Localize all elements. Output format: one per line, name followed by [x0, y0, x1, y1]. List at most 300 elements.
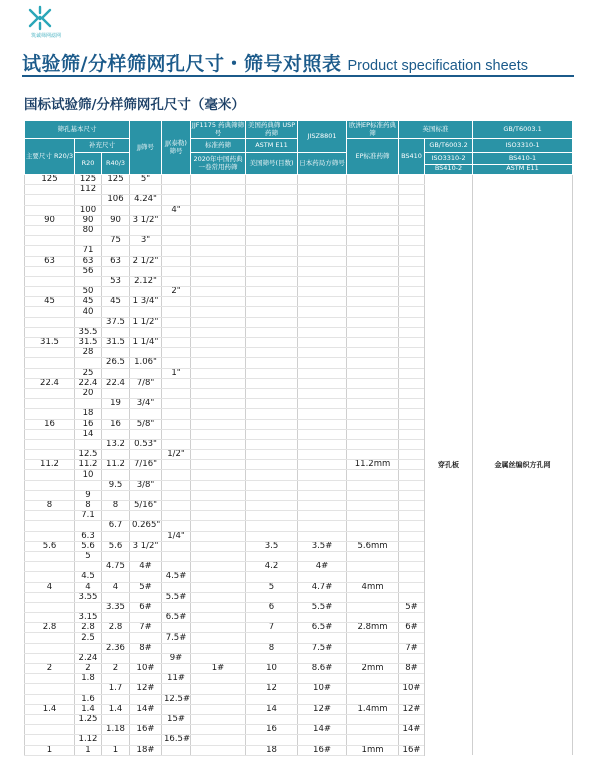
table-cell: 4 — [102, 582, 130, 592]
table-cell: 2mm — [347, 664, 399, 674]
table-cell — [191, 470, 246, 480]
table-cell — [298, 266, 347, 276]
table-cell — [130, 205, 162, 215]
table-cell: 7/16" — [130, 460, 162, 470]
table-cell — [162, 745, 191, 755]
table-cell — [298, 358, 347, 368]
table-cell — [347, 307, 399, 317]
table-cell — [102, 327, 130, 337]
table-cell — [75, 602, 102, 612]
title-divider — [22, 75, 574, 77]
table-cell — [25, 684, 75, 694]
table-cell — [25, 694, 75, 704]
table-cell: 14 — [75, 429, 102, 439]
table-cell: 4" — [162, 205, 191, 215]
logo-icon — [26, 4, 54, 32]
table-cell — [162, 439, 191, 449]
table-cell: 5 — [75, 551, 102, 561]
table-cell: 2.8 — [75, 623, 102, 633]
table-cell — [399, 460, 425, 470]
table-cell: 1.6 — [75, 694, 102, 704]
table-cell — [347, 175, 399, 185]
table-cell: 3.15 — [75, 613, 102, 623]
table-cell — [298, 246, 347, 256]
table-cell: 12.5# — [162, 694, 191, 704]
table-cell — [162, 297, 191, 307]
table-cell — [399, 551, 425, 561]
table-cell: 4 — [25, 582, 75, 592]
table-cell — [162, 521, 191, 531]
table-cell — [246, 419, 298, 429]
table-cell — [298, 378, 347, 388]
table-cell — [162, 378, 191, 388]
table-cell: 8# — [130, 643, 162, 653]
table-cell — [246, 613, 298, 623]
table-cell — [102, 694, 130, 704]
table-cell: 1.12 — [75, 735, 102, 745]
table-cell: 125 — [102, 175, 130, 185]
table-cell: 1.18 — [102, 725, 130, 735]
table-cell: 3.35 — [102, 602, 130, 612]
table-cell — [162, 562, 191, 572]
table-cell — [75, 684, 102, 694]
table-cell — [191, 684, 246, 694]
table-cell — [162, 276, 191, 286]
table-cell — [102, 185, 130, 195]
table-cell — [191, 623, 246, 633]
table-cell: 1 1/2" — [130, 317, 162, 327]
table-cell — [75, 195, 102, 205]
table-cell — [191, 501, 246, 511]
table-cell: 45 — [75, 297, 102, 307]
table-cell — [246, 368, 298, 378]
table-cell — [298, 236, 347, 246]
table-cell — [25, 511, 75, 521]
table-cell — [75, 643, 102, 653]
table-cell: 16# — [298, 745, 347, 755]
table-cell — [347, 511, 399, 521]
table-cell — [25, 551, 75, 561]
table-cell: 3.55 — [75, 592, 102, 602]
table-cell — [162, 541, 191, 551]
table-cell — [347, 388, 399, 398]
table-cell — [347, 551, 399, 561]
table-cell — [347, 399, 399, 409]
table-cell: 112 — [75, 185, 102, 195]
table-cell — [347, 185, 399, 195]
table-cell — [191, 714, 246, 724]
table-cell — [298, 551, 347, 561]
table-cell — [347, 694, 399, 704]
table-cell: 50 — [75, 287, 102, 297]
table-cell — [25, 735, 75, 745]
table-cell: 63 — [75, 256, 102, 266]
table-cell: 12.5 — [75, 450, 102, 460]
table-cell — [162, 215, 191, 225]
table-cell — [246, 490, 298, 500]
table-cell: 11.2 — [25, 460, 75, 470]
table-cell — [246, 327, 298, 337]
table-cell — [298, 429, 347, 439]
table-cell — [347, 439, 399, 449]
table-cell: 2.8mm — [347, 623, 399, 633]
table-cell: 4.5# — [162, 572, 191, 582]
table-cell — [75, 725, 102, 735]
table-cell — [347, 378, 399, 388]
table-cell — [347, 276, 399, 286]
header-jis-sub: 日本药局方筛号 — [298, 153, 347, 175]
table-cell — [102, 592, 130, 602]
table-cell — [25, 368, 75, 378]
table-cell — [347, 327, 399, 337]
table-cell — [298, 419, 347, 429]
table-cell: 18# — [130, 745, 162, 755]
table-cell — [298, 348, 347, 358]
table-cell — [399, 490, 425, 500]
table-cell — [347, 368, 399, 378]
table-cell — [246, 551, 298, 561]
table-cell — [191, 562, 246, 572]
table-cell: 12# — [130, 684, 162, 694]
table-cell: 19 — [102, 399, 130, 409]
table-cell: 7# — [130, 623, 162, 633]
table-cell — [102, 531, 130, 541]
table-cell — [246, 501, 298, 511]
table-cell — [347, 195, 399, 205]
table-cell: 71 — [75, 246, 102, 256]
table-cell — [191, 439, 246, 449]
table-cell: 0.53" — [130, 439, 162, 449]
table-cell — [246, 287, 298, 297]
table-cell: 1.8 — [75, 674, 102, 684]
table-cell — [298, 501, 347, 511]
table-cell — [298, 175, 347, 185]
table-cell — [25, 287, 75, 297]
table-cell — [25, 490, 75, 500]
table-cell — [399, 674, 425, 684]
header-r20: R20 — [75, 153, 102, 175]
table-cell: 14 — [246, 704, 298, 714]
table-cell: 16 — [246, 725, 298, 735]
table-cell: 100 — [75, 205, 102, 215]
table-cell: 2 — [102, 664, 130, 674]
table-cell — [191, 735, 246, 745]
header-bs-sub: BS410 — [399, 139, 425, 175]
table-cell: 1 3/4" — [130, 297, 162, 307]
table-cell: 4.75 — [102, 562, 130, 572]
table-cell: 63 — [102, 256, 130, 266]
table-cell: 1.06" — [130, 358, 162, 368]
table-cell — [191, 266, 246, 276]
table-cell — [162, 266, 191, 276]
table-cell: 2.8 — [25, 623, 75, 633]
table-cell — [162, 317, 191, 327]
table-cell: 9 — [75, 490, 102, 500]
table-cell — [25, 195, 75, 205]
table-cell — [130, 511, 162, 521]
table-cell — [399, 592, 425, 602]
table-cell — [25, 348, 75, 358]
table-cell — [130, 470, 162, 480]
table-cell — [246, 460, 298, 470]
table-cell — [347, 633, 399, 643]
table-cell — [102, 735, 130, 745]
table-cell: 26.5 — [102, 358, 130, 368]
table-cell: 16 — [75, 419, 102, 429]
table-cell: 2.8 — [102, 623, 130, 633]
table-cell — [298, 735, 347, 745]
table-cell — [191, 378, 246, 388]
table-cell: 4mm — [347, 582, 399, 592]
table-cell — [191, 582, 246, 592]
table-cell: 8 — [246, 643, 298, 653]
table-cell: 2.12" — [130, 276, 162, 286]
title-en: Product specification sheets — [347, 58, 528, 74]
table-cell — [347, 246, 399, 256]
table-cell — [102, 348, 130, 358]
table-cell: 7 — [246, 623, 298, 633]
table-cell — [399, 195, 425, 205]
table-cell — [347, 215, 399, 225]
table-cell — [298, 653, 347, 663]
table-cell — [246, 399, 298, 409]
table-cell — [399, 358, 425, 368]
table-cell — [246, 338, 298, 348]
table-cell — [399, 368, 425, 378]
table-cell: 90 — [25, 215, 75, 225]
table-cell — [347, 450, 399, 460]
table-cell — [399, 287, 425, 297]
table-cell — [25, 307, 75, 317]
table-cell — [75, 480, 102, 490]
header-std4b: ISO3310-1 — [473, 139, 573, 153]
table-cell — [399, 521, 425, 531]
table-cell: 18 — [246, 745, 298, 755]
table-cell: 28 — [75, 348, 102, 358]
table-cell: 5.5# — [162, 592, 191, 602]
header-std4d: ASTM E11 — [473, 164, 572, 172]
table-cell: 6.7 — [102, 521, 130, 531]
table-cell — [246, 317, 298, 327]
table-cell — [246, 511, 298, 521]
table-cell — [191, 175, 246, 185]
table-cell — [25, 480, 75, 490]
table-cell — [347, 236, 399, 246]
table-cell — [298, 613, 347, 623]
table-cell — [347, 521, 399, 531]
table-cell — [399, 511, 425, 521]
table-cell — [347, 348, 399, 358]
table-cell — [191, 246, 246, 256]
table-cell — [102, 450, 130, 460]
table-cell — [399, 613, 425, 623]
table-cell: 16 — [25, 419, 75, 429]
table-cell — [191, 185, 246, 195]
table-cell: 9.5 — [102, 480, 130, 490]
table-cell — [298, 694, 347, 704]
header-jj-old: JJ(泰勒)筛号 — [162, 121, 191, 175]
table-cell — [347, 602, 399, 612]
table-cell — [347, 297, 399, 307]
table-cell — [399, 409, 425, 419]
table-cell — [191, 409, 246, 419]
table-cell — [298, 674, 347, 684]
table-cell: 8.6# — [298, 664, 347, 674]
table-cell — [191, 613, 246, 623]
table-cell: 5 — [246, 582, 298, 592]
table-cell — [102, 674, 130, 684]
table-cell — [191, 388, 246, 398]
table-cell — [25, 653, 75, 663]
table-cell — [246, 714, 298, 724]
table-cell — [191, 602, 246, 612]
table-cell — [102, 470, 130, 480]
table-cell — [191, 348, 246, 358]
table-cell — [347, 419, 399, 429]
table-cell — [25, 205, 75, 215]
table-cell: 4.2 — [246, 562, 298, 572]
table-cell: 5.5# — [298, 602, 347, 612]
table-cell — [25, 613, 75, 623]
table-cell: 1 — [102, 745, 130, 755]
table-cell — [191, 205, 246, 215]
table-cell — [347, 684, 399, 694]
table-cell: 5/16" — [130, 501, 162, 511]
table-cell — [246, 480, 298, 490]
table-cell: 4# — [298, 562, 347, 572]
table-cell — [25, 358, 75, 368]
table-cell — [191, 511, 246, 521]
table-cell — [25, 450, 75, 460]
table-cell — [162, 623, 191, 633]
table-cell — [347, 653, 399, 663]
table-cell — [162, 470, 191, 480]
table-cell: 3.5# — [298, 541, 347, 551]
table-cell — [162, 664, 191, 674]
table-cell — [130, 450, 162, 460]
table-cell — [298, 409, 347, 419]
table-cell — [25, 317, 75, 327]
table-cell: 3.5 — [246, 541, 298, 551]
table-cell — [399, 694, 425, 704]
table-cell — [191, 236, 246, 246]
table-cell: 1.4mm — [347, 704, 399, 714]
table-cell — [298, 633, 347, 643]
table-cell: 11.2mm — [347, 460, 399, 470]
table-cell: 5/8" — [130, 419, 162, 429]
table-cell: 18 — [75, 409, 102, 419]
table-cell — [399, 215, 425, 225]
table-cell: 5# — [130, 582, 162, 592]
table-cell — [399, 246, 425, 256]
table-cell: 2.36 — [102, 643, 130, 653]
table-cell — [399, 582, 425, 592]
table-cell — [130, 531, 162, 541]
table-cell — [399, 327, 425, 337]
table-cell — [298, 480, 347, 490]
table-cell: 1.4 — [25, 704, 75, 714]
table-cell: 2.5 — [75, 633, 102, 643]
table-cell: 63 — [25, 256, 75, 266]
table-cell — [246, 378, 298, 388]
table-cell — [399, 348, 425, 358]
table-cell — [162, 338, 191, 348]
table-cell — [102, 205, 130, 215]
table-cell — [162, 419, 191, 429]
table-cell — [162, 725, 191, 735]
table-cell — [102, 490, 130, 500]
table-cell: 2.24 — [75, 653, 102, 663]
table-cell — [298, 368, 347, 378]
table-cell — [102, 633, 130, 643]
table-cell: 8 — [102, 501, 130, 511]
table-cell — [130, 409, 162, 419]
table-cell — [347, 225, 399, 235]
table-cell — [130, 633, 162, 643]
table-cell — [399, 429, 425, 439]
header-jjf-sub2: 2020年中国药典一卷常用药筛 — [191, 153, 246, 175]
table-cell — [25, 276, 75, 286]
table-cell — [191, 276, 246, 286]
header-std4c-cell — [473, 153, 573, 175]
table-cell: 4# — [130, 562, 162, 572]
table-cell: 1 — [25, 745, 75, 755]
table-cell — [102, 368, 130, 378]
table-cell — [399, 225, 425, 235]
table-cell — [246, 256, 298, 266]
page-title — [22, 49, 576, 73]
table-cell — [130, 307, 162, 317]
table-cell: 14# — [399, 725, 425, 735]
table-cell: 4.5 — [75, 572, 102, 582]
table-cell: 1# — [191, 664, 246, 674]
table-cell — [399, 419, 425, 429]
table-cell — [25, 439, 75, 449]
table-cell: 16 — [102, 419, 130, 429]
table-cell — [102, 714, 130, 724]
table-cell — [191, 450, 246, 460]
table-cell — [298, 460, 347, 470]
table-cell: 8 — [25, 501, 75, 511]
table-cell — [102, 246, 130, 256]
table-cell — [130, 348, 162, 358]
table-cell — [130, 551, 162, 561]
table-cell — [102, 429, 130, 439]
table-cell: 80 — [75, 225, 102, 235]
table-cell — [25, 633, 75, 643]
table-cell — [162, 225, 191, 235]
table-cell: 90 — [102, 215, 130, 225]
table-cell: 10# — [130, 664, 162, 674]
header-usp-sub2: 美国筛号(目数) — [246, 153, 298, 175]
header-std4c: BS410-1 — [508, 154, 537, 163]
table-cell — [298, 439, 347, 449]
table-cell: 5.6 — [102, 541, 130, 551]
table-cell: 8# — [399, 664, 425, 674]
table-cell — [25, 470, 75, 480]
table-cell — [246, 225, 298, 235]
table-cell — [75, 399, 102, 409]
table-cell — [191, 480, 246, 490]
table-cell: 6.5# — [298, 623, 347, 633]
table-cell — [298, 399, 347, 409]
table-cell — [102, 572, 130, 582]
table-cell: 13.2 — [102, 439, 130, 449]
table-cell — [298, 307, 347, 317]
table-cell — [130, 225, 162, 235]
table-cell: 1.7 — [102, 684, 130, 694]
table-cell — [347, 490, 399, 500]
